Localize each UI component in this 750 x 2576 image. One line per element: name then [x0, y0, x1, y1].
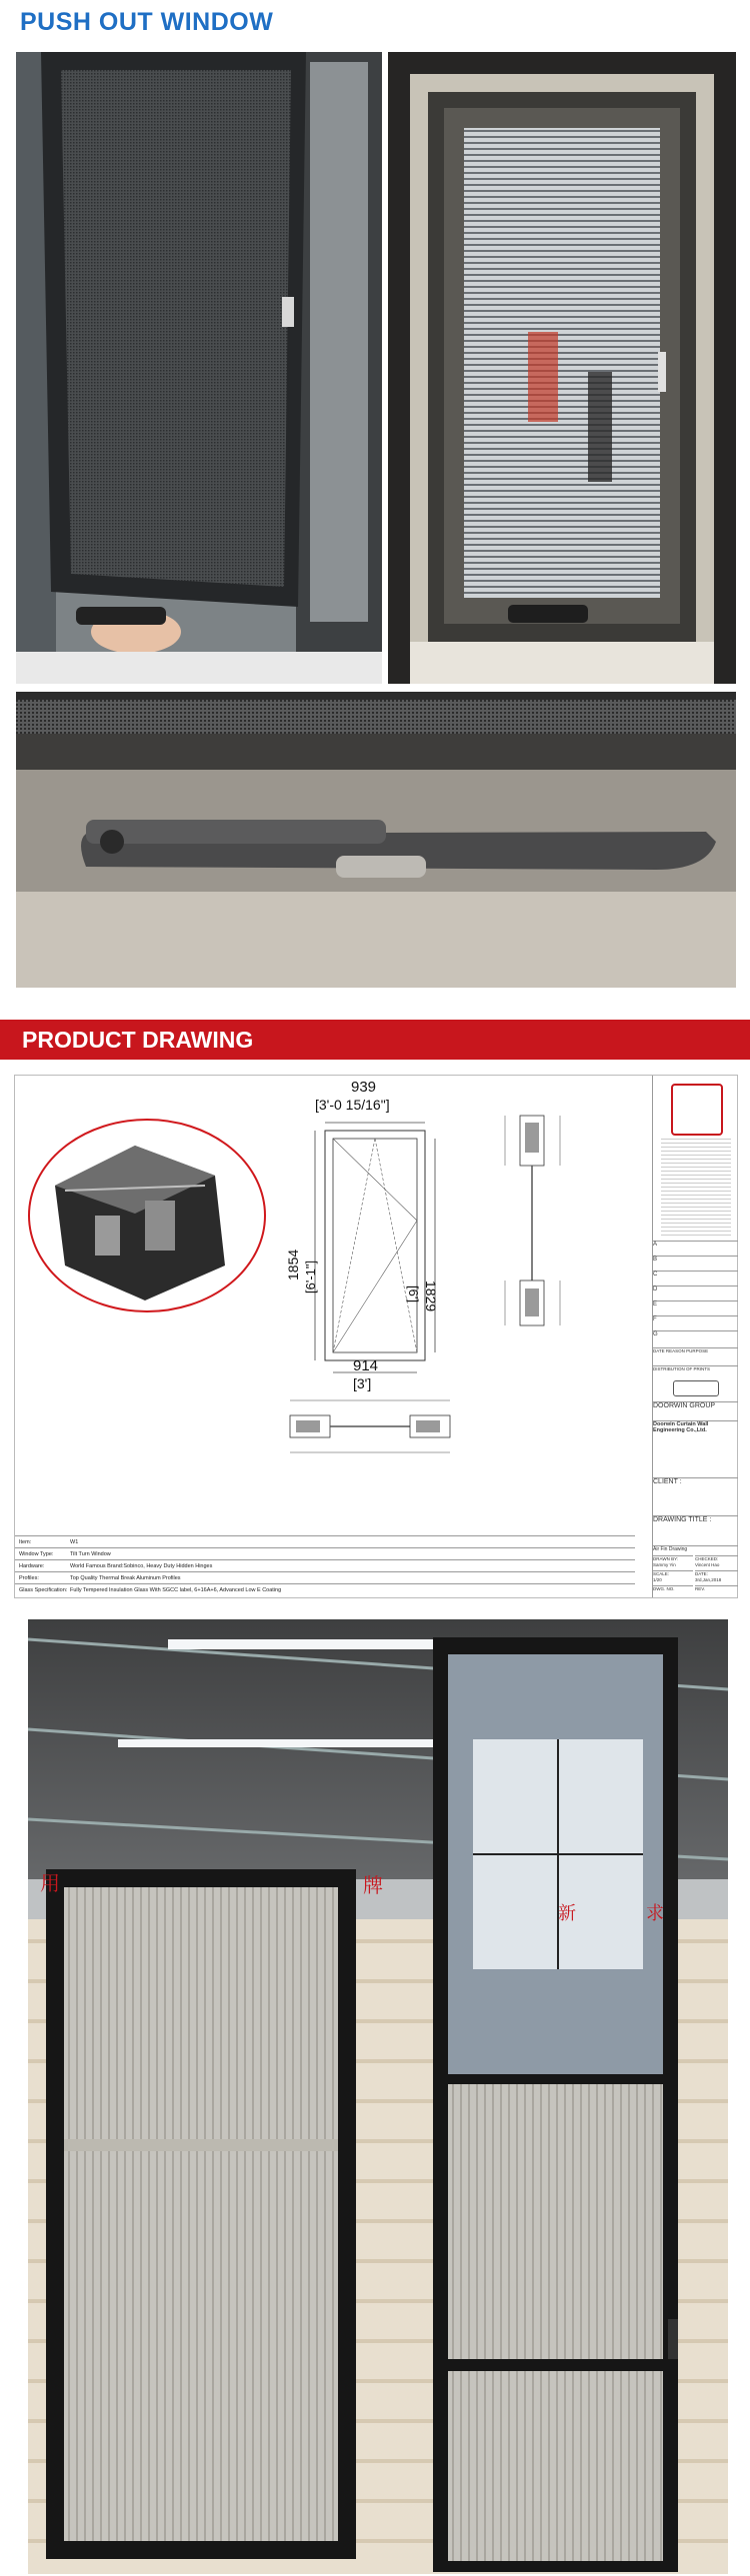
title-block — [652, 1076, 738, 1597]
profile-cutaway-illustration — [25, 1116, 270, 1315]
photo-open-window-screen — [16, 52, 382, 684]
dim-height-mm: 1854 — [285, 1249, 301, 1281]
sign-char-3: 新 — [558, 1903, 576, 1924]
distribution-label: DISTRIBUTION OF PRINTS — [653, 1365, 738, 1371]
drawing-title-label: DRAWING TITLE : — [653, 1515, 738, 1523]
spec-row: Item: W1 — [15, 1535, 635, 1548]
photo-windows-warehouse — [28, 1619, 728, 2574]
dim-height-in: [6'-1"] — [303, 1260, 318, 1293]
dim-sash-height-mm: 1829 — [423, 1281, 439, 1312]
rev-row-a: A — [653, 1241, 738, 1248]
window-closed-illustration — [388, 52, 736, 684]
horizontal-section-detail — [280, 1390, 460, 1465]
doorwin-group-mark — [673, 1380, 719, 1396]
sign-char-4: 求 — [646, 1903, 664, 1924]
rev-row-e: E — [653, 1300, 738, 1307]
rev-row-b: B — [653, 1256, 738, 1263]
scale-value: 1/20 — [653, 1577, 662, 1582]
dwg-no-label: DWG. NO. — [653, 1585, 693, 1591]
spec-table — [15, 1535, 635, 1597]
spec-row: Glass Specification: Fully Tempered Insulation Glass With SGCC label, 6+16A+6, Advanced Low E Coating — [15, 1583, 635, 1596]
rev-row-f: F — [653, 1315, 738, 1322]
date-value: 3rd,Jan,2018 — [695, 1577, 722, 1582]
drawing-name: Air Fin Drawing — [653, 1545, 738, 1552]
client-label: CLIENT : — [653, 1477, 738, 1485]
handle-illustration — [16, 692, 736, 988]
dim-sash-height-in: [6'] — [406, 1286, 421, 1302]
vertical-section-detail — [475, 1101, 595, 1340]
company-full-name: Doorwin Curtain Wall Engineering Co.,Ltd. — [653, 1420, 738, 1433]
dim-bottom-mm: 914 — [353, 1357, 379, 1374]
date-label: DATE: — [695, 1570, 738, 1576]
notes-text-block — [661, 1136, 731, 1236]
rev-row-c: C — [653, 1271, 738, 1278]
rev-row-g: G — [653, 1330, 738, 1337]
checked-by: Vincent Hao — [695, 1562, 720, 1567]
rev-row-d: D — [653, 1286, 738, 1292]
rev-label: REV. — [695, 1585, 738, 1591]
spec-row: Profiles: Top Quality Thermal Break Aluminum Profiles — [15, 1571, 635, 1584]
warehouse-windows-illustration — [28, 1619, 728, 2574]
photo-closed-window-screen — [388, 52, 736, 684]
window-elevation-drawing — [285, 1121, 445, 1380]
rev-header: DATE REASON PURPOSE — [653, 1347, 738, 1353]
company-name: DOORWIN GROUP — [653, 1401, 738, 1409]
section-title-push-out-window: PUSH OUT WINDOW — [20, 8, 274, 36]
dim-bottom-in: [3'] — [353, 1375, 372, 1391]
section-title-product-drawing: PRODUCT DRAWING — [22, 1027, 254, 1053]
scale-label: SCALE: — [653, 1570, 693, 1576]
dim-width-mm: 939 — [351, 1079, 377, 1096]
spec-row: Window Type: Tilt Turn Window — [15, 1547, 635, 1560]
spec-row: Hardware: World Famous Brand:Sobinco, Heavy Duty Hidden Hinges — [15, 1559, 635, 1572]
drawn-by-label: DRAWN BY: — [653, 1555, 693, 1561]
sign-char-1: 用 — [40, 1871, 60, 1895]
dim-width-in: [3'-0 15/16"] — [315, 1097, 390, 1113]
doorwin-logo — [671, 1084, 723, 1136]
drawing-sheet — [14, 1075, 738, 1598]
photo-handle-closeup — [16, 692, 736, 988]
checked-label: CHECKED: — [695, 1555, 738, 1561]
window-open-illustration — [16, 52, 382, 684]
sign-char-2: 牌 — [363, 1873, 383, 1897]
drawn-by: Sammy Yin — [653, 1562, 676, 1567]
